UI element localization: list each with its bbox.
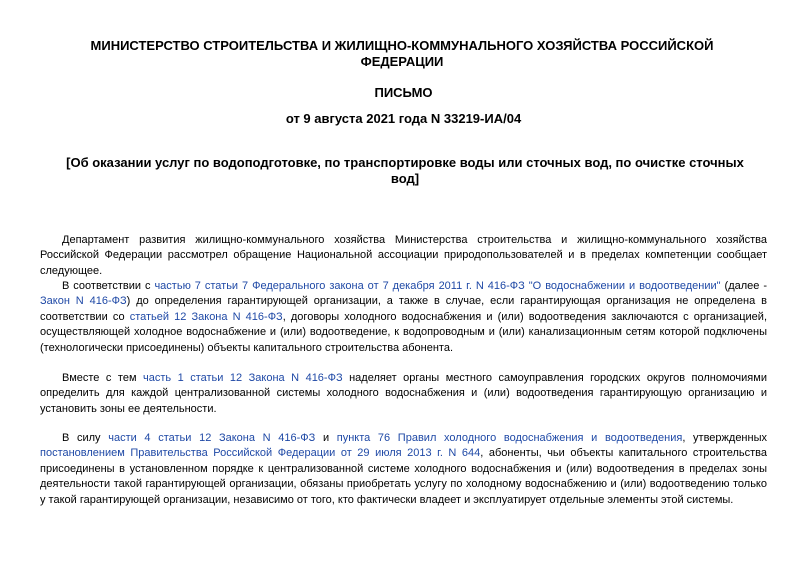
document-type: ПИСЬМО — [374, 85, 433, 100]
link-part1-art12-law-416-fz[interactable]: часть 1 статьи 12 Закона N 416-ФЗ — [143, 372, 343, 384]
paragraph-4-text-1: В силу — [62, 432, 109, 444]
paragraph-1-text: Департамент развития жилищно-коммунального хозяйства Министерства строительства и жилищно-коммунального хозяйства Российской Федерации рассмотрел обращение Национальной ассоциации природопользователей и в пределах компетенции сообщает следующее. — [40, 234, 767, 277]
link-government-decree-644[interactable]: постановлением Правительства Российской Федерации от 29 июля 2013 г. N 644 — [40, 447, 481, 460]
paragraph-2 — [40, 279, 767, 356]
link-part4-art12-law-416-fz[interactable]: части 4 статьи 12 Закона N 416-ФЗ — [108, 432, 316, 444]
document-subject: [Об оказании услуг по водоподготовке, по транспортировке воды или сточных вод, по очистке сточных вод] — [66, 155, 744, 186]
paragraph-3-text-1: Вместе с тем — [62, 372, 143, 384]
paragraph-4-text-2: и — [315, 432, 337, 444]
paragraph-2-text-3: ) до определения гарантирующей организации, а также в случае, если гарантирующая организация не определена в соответствии со — [40, 295, 767, 323]
document-date-number: от 9 августа 2021 года N 33219-ИА/04 — [285, 111, 522, 126]
link-law-416-fz-art7[interactable]: частью 7 статьи 7 Федерального закона от 7 декабря 2011 г. N 416-ФЗ "О водоснабжении и водоотведении" — [154, 280, 721, 292]
paragraph-4 — [40, 431, 767, 508]
paragraph-3 — [40, 371, 767, 417]
link-law-416-fz[interactable]: Закон N 416-ФЗ — [40, 295, 127, 308]
paragraph-1 — [40, 233, 767, 279]
paragraph-4-text-3: , утвержденных — [682, 432, 767, 444]
link-rules-item-76[interactable]: пункта 76 Правил холодного водоснабжения и водоотведения — [336, 432, 683, 444]
paragraph-4-text-4: , абоненты, чьи объекты капитального строительства присоединены в установленном порядке к централизованной системе холодного водоснабжения и (или) водоотведения в пределах зоны деятельности такой гарантирующей организации, обязаны приобретать услугу по холодному водоснабжению и (или) водоотведению только у такой гарантирующей организации, независимо от того, кто фактически владеет и эксплуатирует отдельные элементы этой системы. — [40, 447, 767, 506]
paragraph-2-text-4: , договоры холодного водоснабжения и (или) водоотведения заключаются с организацией, осуществляющей холодное водоснабжение и (или) водоотведение, к водопроводным и (или) канализационным сетям которой подключены (технологически присоединены) объекты капитального строительства абонента. — [40, 310, 767, 354]
paragraph-3-text-2: наделяет органы местного самоуправления городских округов полномочиями определить для каждой централизованной системы холодного водоснабжения и (или) водоотведения гарантирующую организацию и установить зоны ее деятельности. — [40, 372, 767, 415]
paragraph-2-text-1: В соответствии с — [62, 280, 155, 292]
link-art12-law-416-fz[interactable]: статьей 12 Закона N 416-ФЗ — [129, 310, 283, 323]
ministry-title: МИНИСТЕРСТВО СТРОИТЕЛЬСТВА И ЖИЛИЩНО-КОММУНАЛЬНОГО ХОЗЯЙСТВА РОССИЙСКОЙ ФЕДЕРАЦИИ — [90, 38, 714, 69]
paragraph-2-text-2: (далее - — [720, 280, 768, 292]
